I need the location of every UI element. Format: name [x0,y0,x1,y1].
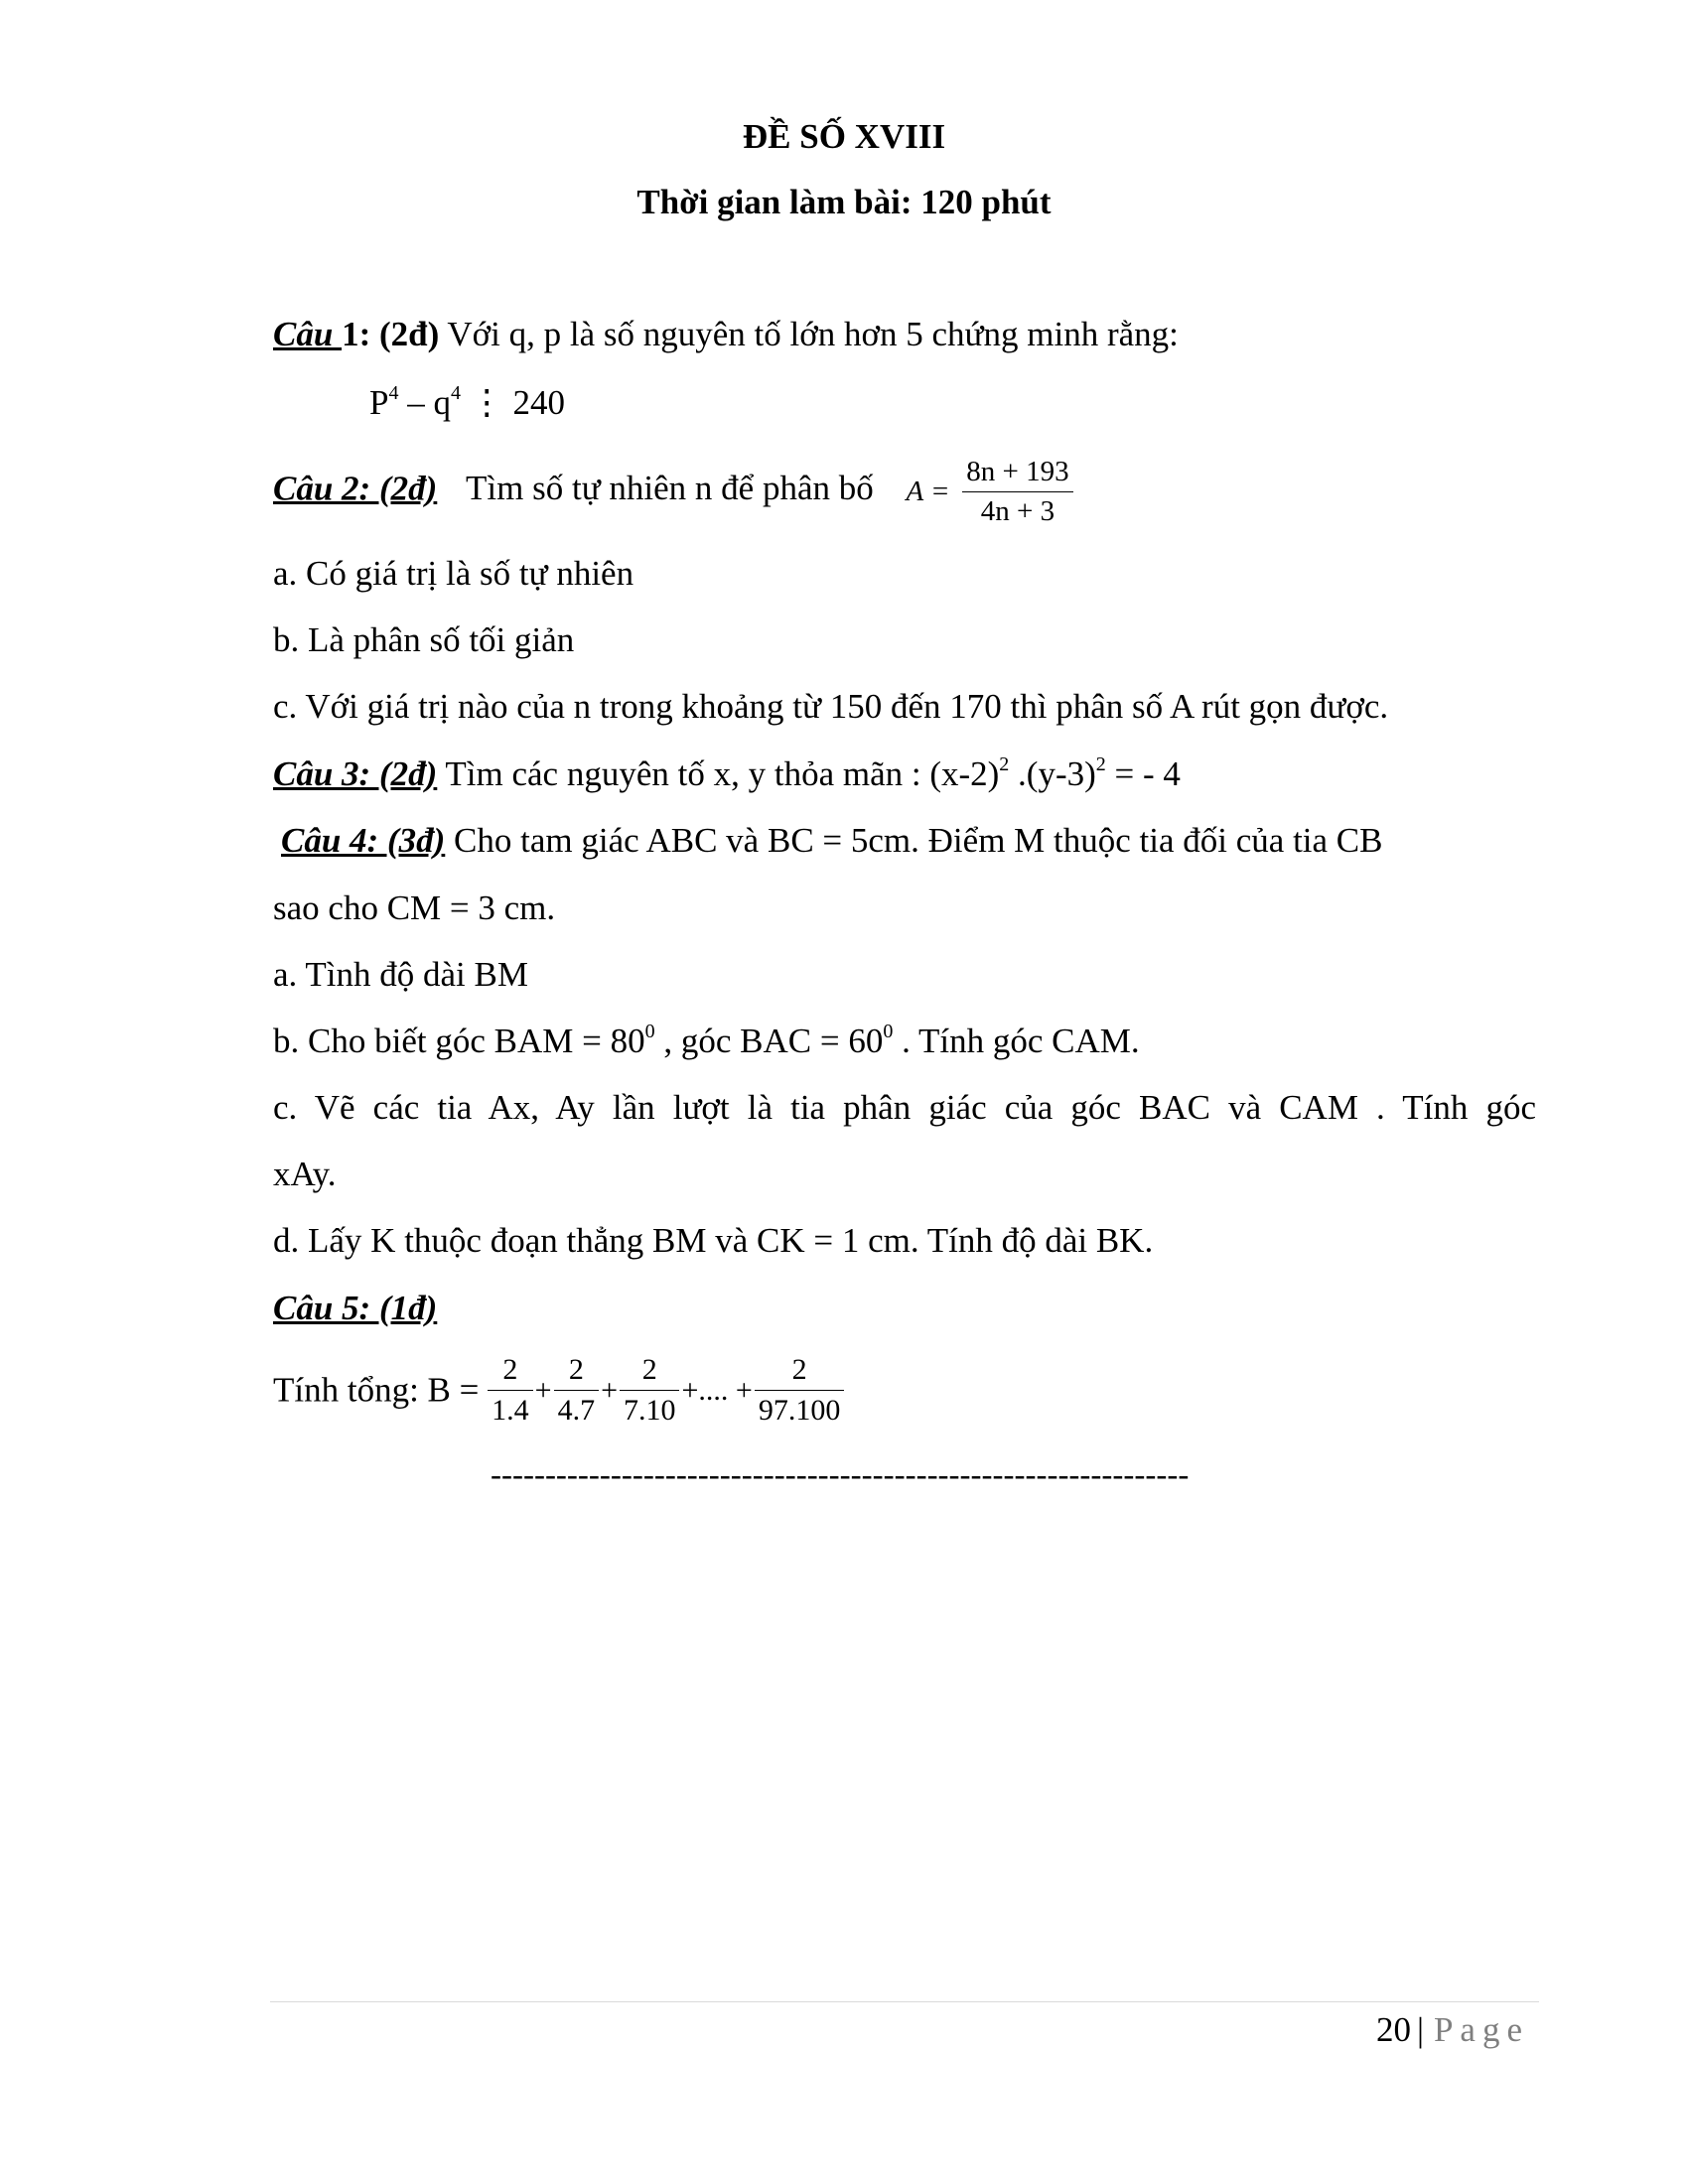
question-4-c-cont: xAy. [273,1155,337,1193]
question-4-a: a. Tình độ dài BM [273,955,528,994]
sum-term-last-numerator: 2 [755,1352,845,1391]
fraction-a [962,455,1072,529]
question-2 [273,455,1073,529]
sum-term-1 [488,1352,533,1429]
sum-term-3 [620,1352,680,1429]
question-3 [273,754,1181,794]
question-1-points: : (2đ) [358,315,440,353]
question-4-label: Câu 4: (3đ) [281,821,446,860]
question-4-text-cont: sao cho CM = 3 cm. [273,888,556,927]
question-4-text: Cho tam giác ABC và BC = 5cm. Điểm M thuộc tia đối của tia CB [445,821,1383,860]
sum-term-last-denominator: 97.100 [758,1394,841,1427]
sum-term-3-numerator: 2 [620,1352,680,1391]
question-1-text: Với q, p là số nguyên tố lớn hơn 5 chứng minh rằng: [439,315,1179,353]
sum-term-1-denominator: 1.4 [492,1394,529,1427]
sum-term-2-numerator: 2 [554,1352,600,1391]
page-number: 20 [1375,2010,1411,2049]
question-4-c: c. Vẽ các tia Ax, Ay lần lượt là tia phân giác của góc BAC và CAM . Tính góc [273,1088,1536,1127]
end-separator: ---------------------------------------------------------------- [491,1457,1190,1493]
question-3-exponent-1: 2 [999,753,1010,775]
question-1-expression [369,383,565,423]
question-1 [273,315,1179,354]
question-1-number: 1 [342,315,359,353]
question-2-label: Câu 2: (2đ) [273,469,438,508]
question-3-text-2: .(y-3) [1009,754,1096,793]
question-4-b-text-3: . Tính góc CAM. [893,1022,1140,1060]
question-4-b-text-2: , góc BAC = 60 [654,1022,884,1060]
fraction-a-denominator: 4n + 3 [980,494,1055,527]
expr-exponent-2: 4 [450,382,461,404]
sum-term-1-numerator: 2 [488,1352,533,1391]
question-3-exponent-2: 2 [1095,753,1106,775]
fraction-lhs: A = [906,475,950,507]
sum-term-2-denominator: 4.7 [557,1394,596,1427]
sum-ellipsis: +.... + [681,1373,753,1407]
question-2-b: b. Là phân số tối giản [273,620,575,659]
expr-minus-q: – q [398,383,451,422]
question-1-label: Câu [273,315,343,353]
question-2-c: c. Với giá trị nào của n trong khoảng từ 150 đến 170 thì phân số A rút gọn được. [273,687,1389,726]
exam-duration: Thời gian làm bài: 120 phút [636,183,1052,221]
question-4-b-text-1: b. Cho biết góc BAM = 80 [273,1022,645,1060]
page-word: Page [1433,2010,1529,2049]
fraction-a-numerator: 8n + 193 [962,455,1072,492]
question-4 [281,821,1383,861]
question-4-b [273,1022,1140,1061]
footer-separator: | [1416,2010,1424,2049]
expr-exponent-1: 4 [388,382,399,404]
question-3-text-3: = - 4 [1105,754,1181,793]
question-2-a: a. Có giá trị là số tự nhiên [273,554,634,593]
footer-rule [270,2001,1539,2002]
question-3-label: Câu 3: (2đ) [273,754,438,793]
page-footer [1376,2010,1529,2050]
plus-sign: + [534,1373,552,1407]
sum-term-last [755,1352,845,1429]
question-3-text-1: Tìm các nguyên tố x, y thỏa mãn : (x-2) [437,754,1000,793]
expr-divisible: ⋮ 240 [460,383,565,422]
sum-term-3-denominator: 7.10 [623,1394,676,1427]
question-2-text: Tìm số tự nhiên n để phân bố [466,469,874,508]
question-5-label-line [273,1289,437,1328]
question-4-d: d. Lấy K thuộc đoạn thẳng BM và CK = 1 cm. Tính độ dài BK. [273,1221,1154,1260]
degree-exponent-2: 0 [883,1021,894,1042]
degree-exponent-1: 0 [644,1021,655,1042]
question-5-label: Câu 5: (1đ) [273,1289,438,1327]
expr-p: P [369,383,389,422]
question-5-sum [273,1352,844,1429]
sum-prefix: Tính tổng: B = [273,1370,489,1410]
sum-term-2 [554,1352,600,1429]
exam-title: ĐỀ SỐ XVIII [742,117,946,156]
plus-sign: + [601,1373,618,1407]
